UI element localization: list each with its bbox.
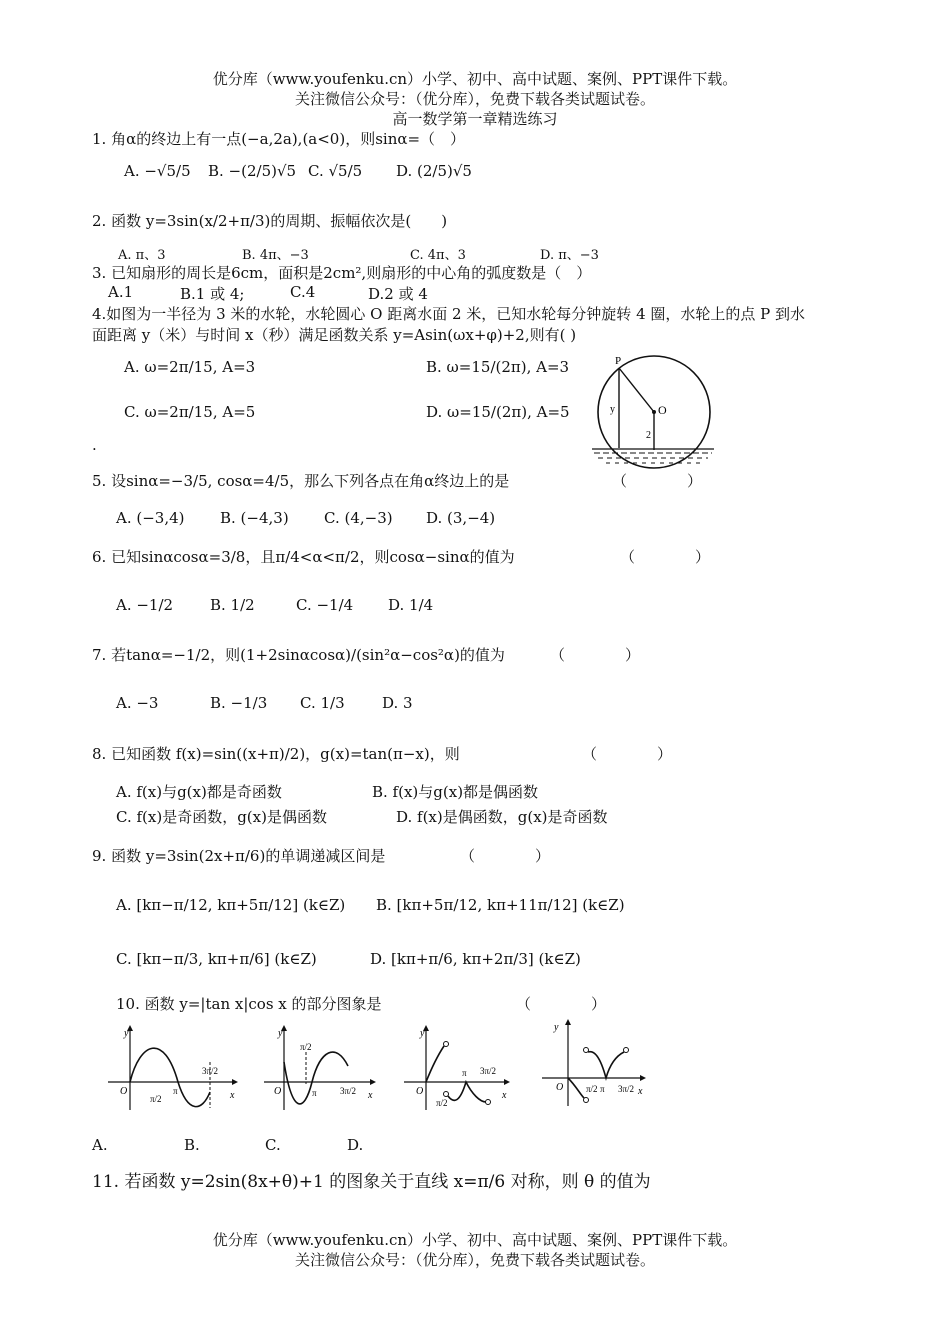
question-7-option-c: C. 1/3 — [300, 694, 345, 712]
question-1-option-b: B. −(2/5)√5 — [208, 162, 297, 180]
question-7-option-d: D. 3 — [382, 694, 413, 712]
question-4-line-1: 4.如图为一半径为 3 米的水轮，水轮圆心 O 距离水面 2 米，已知水轮每分钟旋转 4 圈，水轮上的点 P 到水 — [92, 305, 806, 323]
question-9-paren: （ ） — [460, 847, 551, 865]
question-9-option-c: C. [kπ−π/3, kπ+π/6] (k∈Z) — [116, 950, 317, 968]
question-7-option-b: B. −1/3 — [210, 694, 268, 712]
svg-text:π: π — [312, 1088, 317, 1098]
question-4-option-d: D. ω=15/(2π), A=5 — [426, 403, 570, 421]
svg-text:y: y — [124, 1028, 129, 1039]
svg-text:3π/2: 3π/2 — [618, 1084, 635, 1094]
graph-label-c: C. — [265, 1136, 281, 1154]
question-10-stem: 10. 函数 y=|tan x|cos x 的部分图象是 — [116, 995, 382, 1013]
question-3-option-d: D.2 或 4 — [368, 285, 428, 303]
point-p-label: P — [615, 355, 622, 367]
svg-text:π: π — [462, 1068, 467, 1078]
question-7-option-a: A. −3 — [116, 694, 159, 712]
svg-text:π/2: π/2 — [436, 1098, 448, 1108]
question-5-option-c: C. (4,−3) — [324, 509, 393, 527]
question-9-option-a: A. [kπ−π/12, kπ+5π/12] (k∈Z) — [116, 896, 346, 914]
question-3-option-a: A.1 — [108, 283, 134, 301]
svg-text:π: π — [173, 1086, 178, 1096]
question-4-option-a: A. ω=2π/15, A=3 — [124, 358, 256, 376]
question-9-stem: 9. 函数 y=3sin(2x+π/6)的单调递减区间是 — [92, 847, 386, 865]
question-5-paren: （ ） — [612, 472, 703, 490]
question-8-option-d: D. f(x)是偶函数，g(x)是奇函数 — [396, 808, 608, 826]
page-title: 高一数学第一章精选练习 — [392, 110, 558, 128]
height-2-label: 2 — [646, 430, 651, 441]
svg-text:x: x — [230, 1090, 235, 1101]
question-1-option-a: A. −√5/5 — [124, 162, 191, 180]
question-4-option-c: C. ω=2π/15, A=5 — [124, 403, 256, 421]
question-9-option-d: D. [kπ+π/6, kπ+2π/3] (k∈Z) — [370, 950, 581, 968]
question-11-stem: 11. 若函数 y=2sin(8x+θ)+1 的图象关于直线 x=π/6 对称，则 θ 的值为 — [92, 1172, 651, 1192]
graph-label-b: B. — [184, 1136, 200, 1154]
question-3-stem: 3. 已知扇形的周长是6cm，面积是2cm²,则扇形的中心角的弧度数是（ ） — [92, 264, 592, 282]
question-4-option-b: B. ω=15/(2π), A=3 — [426, 358, 570, 376]
svg-text:O: O — [120, 1086, 128, 1097]
svg-text:y: y — [420, 1028, 425, 1039]
graph-a — [106, 1022, 242, 1114]
svg-text:y: y — [554, 1022, 559, 1033]
graph-c — [402, 1022, 516, 1114]
question-3-option-b: B.1 或 4; — [180, 285, 245, 303]
graph-b — [262, 1022, 380, 1114]
question-1-option-c: C. √5/5 — [308, 162, 363, 180]
svg-text:x: x — [368, 1090, 373, 1101]
footer-line-1: 优分库（www.youfenku.cn）小学、初中、高中试题、案例、PPT课件下载。 — [212, 1231, 738, 1249]
svg-text:π/2: π/2 — [150, 1094, 162, 1104]
question-2-stem: 2. 函数 y=3sin(x/2+π/3)的周期、振幅依次是( ) — [92, 212, 448, 230]
question-4-dot: . — [92, 436, 97, 454]
svg-text:O: O — [556, 1082, 564, 1093]
svg-text:O: O — [416, 1086, 424, 1097]
question-8-option-c: C. f(x)是奇函数，g(x)是偶函数 — [116, 808, 327, 826]
question-4-line-2: 面距离 y（米）与时间 x（秒）满足函数关系 y=Asin(ωx+φ)+2,则有( ) — [92, 326, 577, 344]
svg-text:O: O — [274, 1086, 282, 1097]
question-8-option-b: B. f(x)与g(x)都是偶函数 — [372, 783, 539, 801]
graph-label-a: A. — [92, 1136, 108, 1154]
svg-text:x: x — [502, 1090, 507, 1101]
question-1-stem: 1. 角α的终边上有一点(−a,2a),(a<0)，则sinα=（ ） — [92, 130, 466, 148]
question-2-option-a: A. π、3 — [118, 248, 166, 263]
question-6-option-d: D. 1/4 — [388, 596, 434, 614]
question-6-option-a: A. −1/2 — [116, 596, 174, 614]
header-line-1: 优分库（www.youfenku.cn）小学、初中、高中试题、案例、PPT课件下载。 — [212, 70, 738, 88]
question-5-option-d: D. (3,−4) — [426, 509, 496, 527]
question-5-stem: 5. 设sinα=−3/5, cosα=4/5，那么下列各点在角α终边上的是 — [92, 472, 510, 490]
center-o-label: O — [658, 403, 667, 417]
svg-text:y: y — [278, 1028, 283, 1039]
header-line-2: 关注微信公众号：（优分库），免费下载各类试题试卷。 — [294, 90, 655, 108]
question-9-option-b: B. [kπ+5π/12, kπ+11π/12] (k∈Z) — [376, 896, 625, 914]
footer-line-2: 关注微信公众号：（优分库），免费下载各类试题试卷。 — [294, 1251, 655, 1269]
y-distance-label: y — [610, 404, 615, 415]
svg-text:3π/2: 3π/2 — [340, 1086, 357, 1096]
question-8-paren: （ ） — [582, 745, 673, 763]
svg-text:3π/2: 3π/2 — [480, 1066, 497, 1076]
question-2-option-d: D. π、−3 — [540, 248, 599, 263]
svg-text:π/2: π/2 — [586, 1084, 598, 1094]
graph-label-d: D. — [347, 1136, 364, 1154]
question-1-option-d: D. (2/5)√5 — [396, 162, 472, 180]
question-6-option-b: B. 1/2 — [210, 596, 255, 614]
question-10-paren: （ ） — [516, 995, 607, 1013]
question-8-stem: 8. 已知函数 f(x)=sin((x+π)/2)，g(x)=tan(π−x)，则 — [92, 745, 460, 763]
question-6-paren: （ ） — [620, 548, 711, 566]
question-5-option-a: A. (−3,4) — [116, 509, 185, 527]
svg-text:π: π — [600, 1084, 605, 1094]
question-3-option-c: C.4 — [290, 283, 316, 301]
question-2-option-c: C. 4π、3 — [410, 248, 466, 263]
question-6-option-c: C. −1/4 — [296, 596, 354, 614]
svg-text:π/2: π/2 — [300, 1042, 312, 1052]
svg-text:3π/2: 3π/2 — [202, 1066, 219, 1076]
water-wheel-figure — [588, 350, 718, 480]
question-7-stem: 7. 若tanα=−1/2，则(1+2sinαcosα)/(sin²α−cos²α)的值为 — [92, 646, 505, 664]
question-8-option-a: A. f(x)与g(x)都是奇函数 — [116, 783, 282, 801]
question-5-option-b: B. (−4,3) — [220, 509, 289, 527]
svg-text:x: x — [638, 1086, 643, 1097]
question-6-stem: 6. 已知sinαcosα=3/8，且π/4<α<π/2，则cosα−sinα的值为 — [92, 548, 515, 566]
question-7-paren: （ ） — [550, 646, 641, 664]
graph-d — [540, 1016, 652, 1114]
question-2-option-b: B. 4π、−3 — [242, 248, 309, 263]
